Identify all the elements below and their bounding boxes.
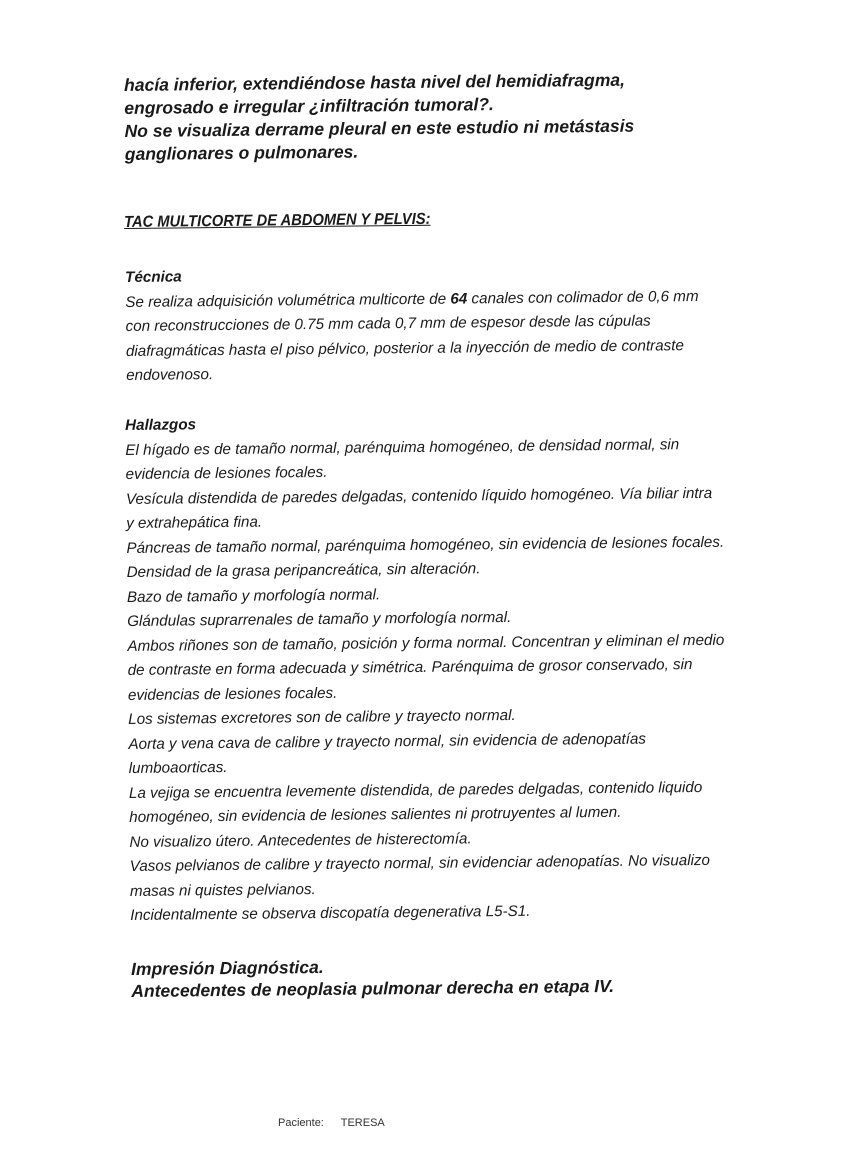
- hallazgos-line: lumboaorticas.: [128, 758, 228, 777]
- hallazgos-line: Vesícula distendida de paredes delgadas, contenido líquido homogéneo. Vía biliar intra: [125, 484, 713, 508]
- hallazgos-line: de contraste en forma adecuada y simétrica. Parénquima de grosor conservado, sin: [127, 656, 693, 679]
- intro-line: engrosado e irregular ¿infiltración tumoral?.: [124, 94, 494, 118]
- patient-footer: [278, 1117, 385, 1129]
- tecnica-line: con reconstrucciones de 0.75 mm cada 0,7 mm de espesor desde las cúpulas: [125, 312, 651, 335]
- tecnica-line-post: canales con colimador de 0,6 mm: [467, 287, 699, 307]
- intro-line: No se visualiza derrame pleural en este estudio ni metástasis: [124, 115, 635, 141]
- hallazgos-line: La vejiga se encuentra levemente distendida, de paredes delgadas, contenido liquido: [128, 778, 703, 802]
- hallazgos-line: Los sistemas excretores son de calibre y trayecto normal.: [128, 706, 516, 728]
- section-title: TAC MULTICORTE DE ABDOMEN Y PELVIS:: [124, 210, 431, 231]
- hallazgos-line: evidencia de lesiones focales.: [125, 463, 328, 483]
- hallazgos-line: y extrahepática fina.: [126, 513, 263, 532]
- hallazgos-section: [125, 408, 750, 929]
- hallazgos-line: Densidad de la grasa peripancreática, sin alteración.: [126, 560, 481, 581]
- hallazgos-line: masas ni quistes pelvianos.: [129, 880, 316, 900]
- hallazgos-line: Glándulas suprarrenales de tamaño y morfología normal.: [127, 608, 512, 630]
- tecnica-line: endovenoso.: [126, 366, 214, 384]
- hallazgos-line: No visualizo útero. Antecedentes de histerectomía.: [129, 829, 472, 851]
- impresion-heading: Impresión Diagnóstica.: [131, 956, 324, 979]
- intro-line: ganglionares o pulmonares.: [124, 141, 359, 164]
- hallazgos-line: Ambos riñones son de tamaño, posición y forma normal. Concentran y eliminan el medio: [127, 631, 725, 655]
- tecnica-line: diafragmáticas hasta el piso pélvico, posterior a la inyección de medio de contraste: [125, 336, 684, 360]
- hallazgos-line: Aorta y vena cava de calibre y trayecto normal, sin evidencia de adenopatías: [128, 730, 647, 753]
- patient-label: Paciente:: [278, 1117, 324, 1129]
- impresion-section: [131, 951, 771, 1002]
- impresion-text: Antecedentes de neoplasia pulmonar derecha en etapa IV.: [131, 975, 615, 1001]
- hallazgos-line: Páncreas de tamaño normal, parénquima homogéneo, sin evidencia de lesiones focales.: [126, 533, 725, 557]
- hallazgos-line: Bazo de tamaño y morfología normal.: [126, 585, 381, 606]
- intro-line: hacía inferior, extendiéndose hasta nivel del hemidiafragma,: [124, 69, 626, 95]
- channel-count: 64: [450, 289, 468, 308]
- tecnica-heading: Técnica: [125, 268, 182, 286]
- hallazgos-line: El hígado es de tamaño normal, parénquima homogéneo, de densidad normal, sin: [125, 435, 680, 459]
- hallazgos-heading: Hallazgos: [125, 416, 197, 434]
- tecnica-section: [125, 260, 746, 389]
- patient-name: TERESA: [340, 1117, 385, 1129]
- hallazgos-line: Incidentalmente se observa discopatía degenerativa L5-S1.: [130, 902, 531, 924]
- intro-paragraph: [124, 67, 765, 166]
- hallazgos-line: evidencias de lesiones focales.: [127, 684, 338, 704]
- hallazgos-line: Vasos pelvianos de calibre y trayecto normal, sin evidenciar adenopatías. No visualizo: [129, 851, 711, 875]
- hallazgos-line: homogéneo, sin evidencia de lesiones salientes ni protruyentes al lumen.: [129, 803, 622, 826]
- tecnica-line-pre: Se realiza adquisición volumétrica multicorte de: [125, 290, 451, 311]
